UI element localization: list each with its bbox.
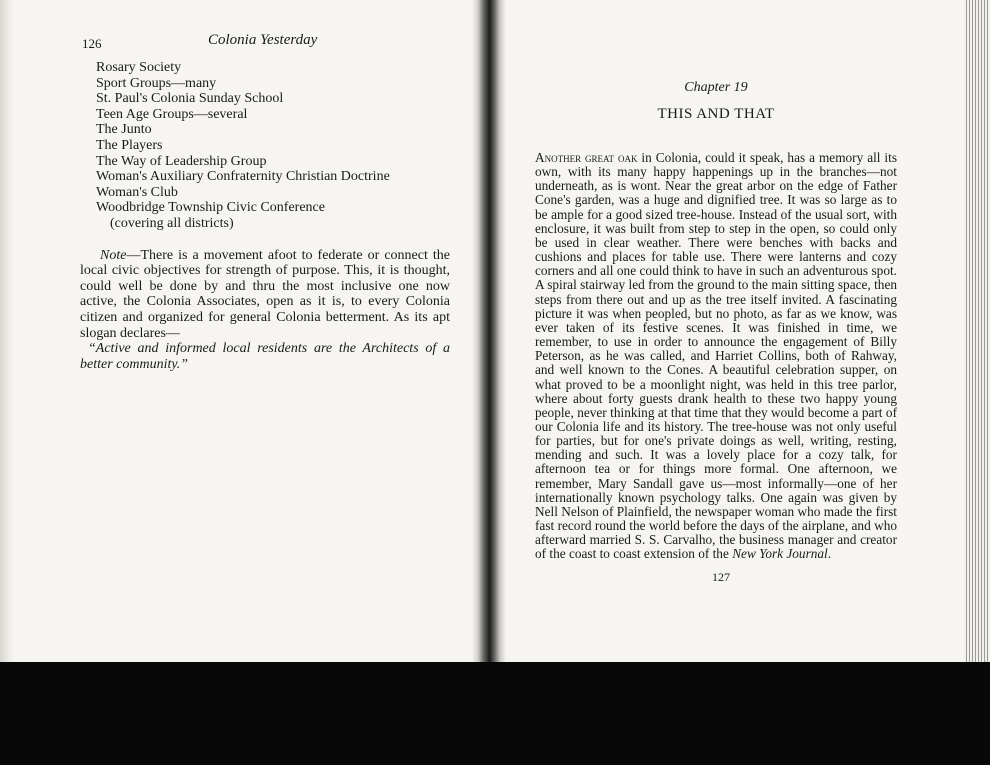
right-page-stack [964, 0, 990, 670]
left-page-number: 126 [82, 36, 102, 51]
slogan: “Active and informed local residents are the Architects of a better community.” [80, 341, 450, 372]
list-item: Rosary Society [96, 60, 182, 75]
note-paragraph [80, 248, 450, 342]
list-item: St. Paul's Colonia Sunday School [96, 91, 284, 107]
list-item: Woman's Club [96, 184, 178, 200]
list-item: Teen Age Groups—several [96, 106, 248, 122]
body-italic: New York Journal [732, 546, 828, 562]
list-item: (covering all districts) [110, 215, 234, 231]
left-running-head [80, 28, 450, 56]
list-item: Woodbridge Township Civic Conference [96, 200, 325, 216]
right-page [535, 80, 897, 585]
list-item: The Way of Leadership Group [96, 153, 267, 169]
book-gutter [472, 0, 506, 670]
running-title: Colonia Yesterday [208, 32, 318, 48]
list-item: Sport Groups—many [96, 75, 217, 91]
right-page-number: 127 [712, 569, 730, 584]
note-lead: Note [100, 247, 127, 263]
list-item: Woman's Auxiliary Confraternity Christian Doctrine [96, 169, 390, 185]
chapter-label: Chapter 19 [684, 80, 748, 95]
left-page-edge [0, 0, 14, 670]
body-text: in Colonia, could it speak, has a memory all its own, with its many happy happenings up in the branches—not underneath, as is wont. Near the great arbor on the edge of Father Cone's garden, was a huge and dignified tree. It was so large as to be ample for a good sized tree-house. Instead of the usual sort, with enclosure, it was built from step to step in the open, so could only be used in clear weather. There were benches with backs and cushions and places for table use. There were lanterns and cozy corners and all one could think to have in such an adventurous spot. A spiral stairway led from the ground to the main sitting space, then steps from there out and up as the tree itself invited. A fascinating picture it was when peopled, but no photo, as far as we know, was ever taken of its festive scenes. It was finished in time, we remember, to use in order to announce the engagement of Billy Peterson, as he was called, and Harriet Collins, both of Rahway, and well known to the Cones. A beautiful celebration supper, on what proved to be a moonlight night, was held in this tree parlor, where about forty guests drank health to these two happy young people, never thinking at that time that they would become a part of our Colonia life and its history. The tree-house was not only useful for parties, but for one's private doings as well, writing, resting, mending and such. It was a lovely place for a cozy talk, for afternoon tea or for things more formal. One afternoon, we remember, Mary Sandall gave us—most informally—one of her internationally known psychology talks. One again was given by Nell Nelson of Plainfield, the newspaper woman who made the first fast record round the world before the days of the airplane, and who afterward married S. S. Carvalho, the business manager and creator of the coast to coast extension of the [535, 150, 897, 562]
organization-list [80, 60, 450, 232]
note-text: —There is a movement afoot to federate or connect the local civic objectives for strength of purpose. This, it is thought, could well be done by and thru the most inclusive one now active, the Colonia Associates, open as it is, to every Colonia citizen and organized for general Colonia betterment. As its apt slogan declares— [80, 247, 450, 341]
opening-words: Another great oak [535, 150, 638, 165]
body-end: . [827, 546, 832, 562]
chapter-body [535, 151, 897, 562]
chapter-title: THIS AND THAT [657, 106, 775, 122]
left-page [80, 28, 450, 372]
scan-bottom-band [0, 662, 990, 765]
list-item: The Junto [96, 122, 152, 138]
list-item: The Players [96, 137, 163, 153]
